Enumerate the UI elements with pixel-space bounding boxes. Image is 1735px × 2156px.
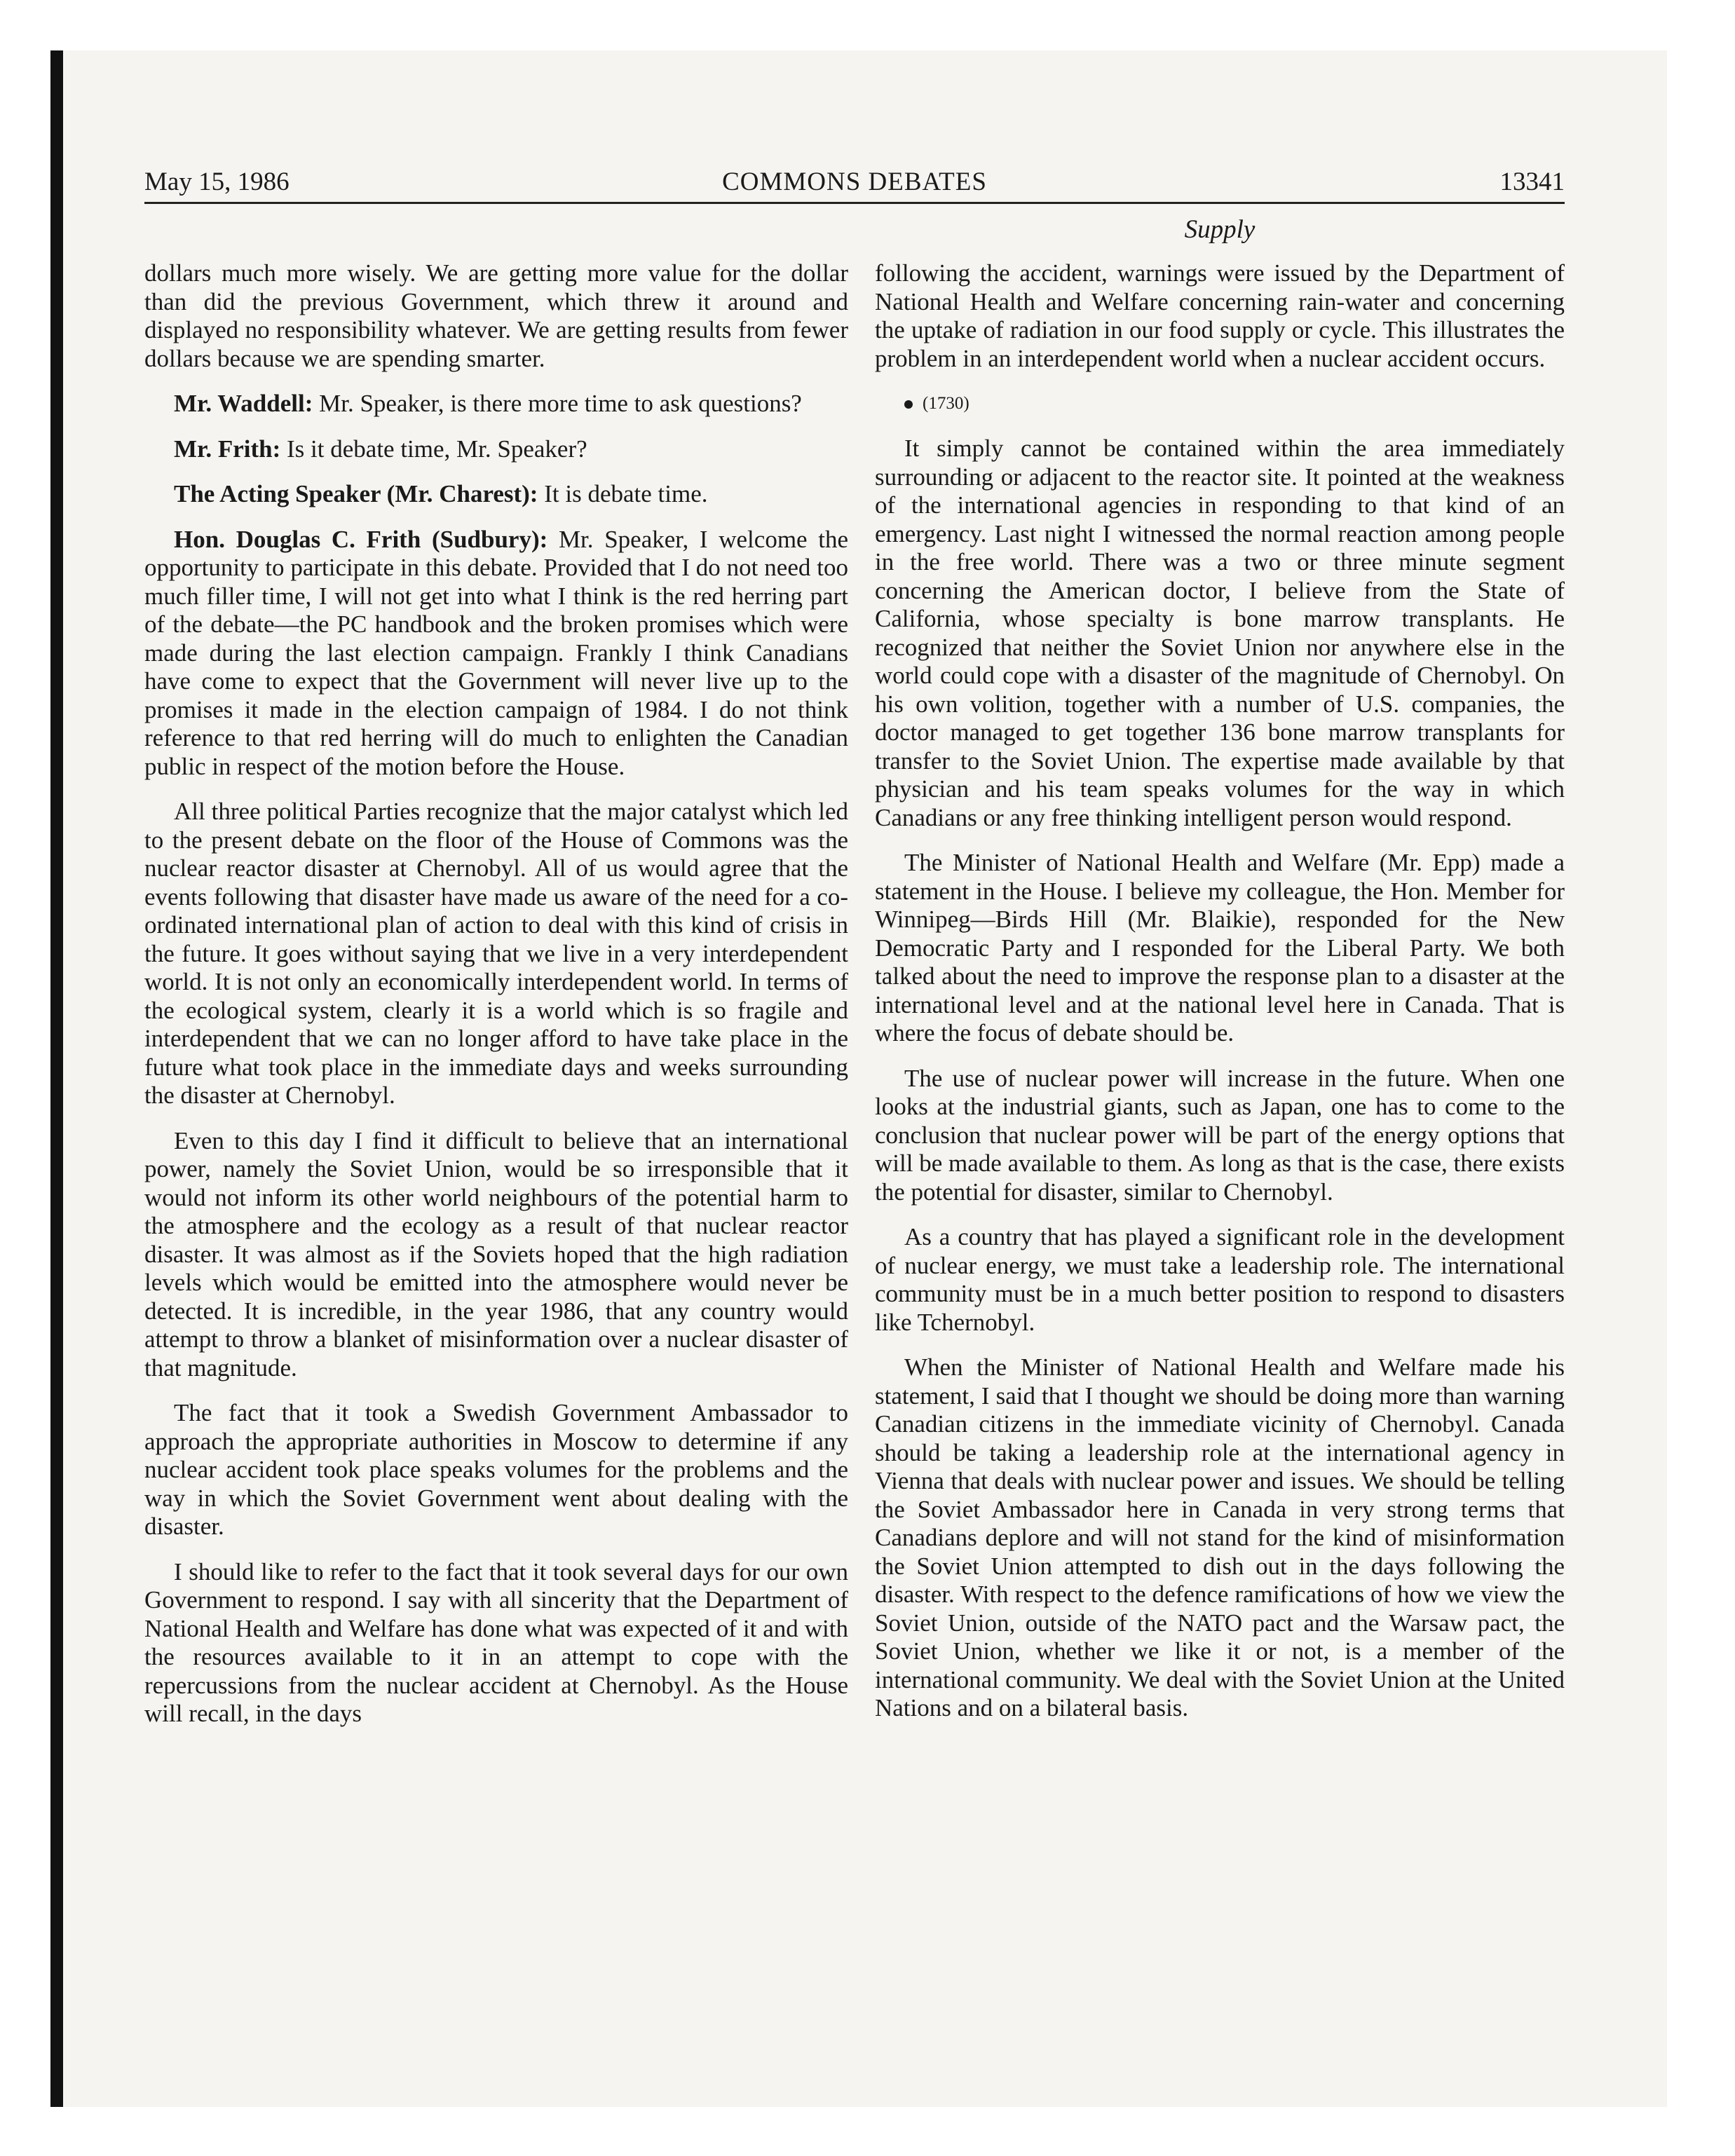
- paragraph: dollars much more wisely. We are getting more value for the dollar than did the previous Government, which threw it around and displayed no responsibility whatever. We are getting results from fewer dollars because we are spending smarter.: [144, 259, 848, 372]
- paragraph: The fact that it took a Swedish Government Ambassador to approach the appropriate authorities in Moscow to determine if any nuclear accident took place speaks volumes for the problems and the way in which the Soviet Government went about dealing with the disaster.: [144, 1399, 848, 1540]
- paragraph: When the Minister of National Health and Welfare made his statement, I said that I thought we should be doing more than warning Canadian citizens in the immediate vicinity of Chernobyl. Canada should be taking a leadership role at the international agency in Vienna that deals with nuclear power and issues. We should be telling the Soviet Ambassador here in Canada in very strong terms that Canadians deplore and will not stand for the kind of misinformation the Soviet Union attempted to dish out in the days following the disaster. With respect to the defence ramifications of how we view the Soviet Union, outside of the NATO pact and the Warsaw pact, the Soviet Union, whether we like it or not, is a member of the international community. We deal with the Soviet Union at the United Nations and on a bilateral basis.: [875, 1353, 1565, 1721]
- speech-paragraph: [144, 480, 848, 509]
- header-date: May 15, 1986: [144, 168, 290, 196]
- speech-paragraph: [144, 390, 848, 418]
- speaker-name: Hon. Douglas C. Frith (Sudbury):: [174, 525, 548, 553]
- speaker-name: Mr. Frith:: [174, 435, 281, 463]
- paragraph: I should like to refer to the fact that it took several days for our own Government to respond. I say with all sincerity that the Department of National Health and Welfare has done what was expected of it and with the resources available to it in an attempt to cope with the repercussions from the nuclear accident at Chernobyl. As the House will recall, in the days: [144, 1557, 848, 1727]
- speech-text: Mr. Speaker, is there more time to ask questions?: [313, 390, 802, 417]
- paragraph: It simply cannot be contained within the area immediately surrounding or adjacent to the reactor site. It pointed at the weakness of the international agencies in responding to that kind of an emergency. Last night I witnessed the normal reaction among people in the free world. There was a two or three minute segment concerning the American doctor, I believe from the State of California, whose specialty is bone marrow transplants. He recognized that neither the Soviet Union nor anywhere else in the world could cope with a disaster of the magnitude of Chernobyl. On his own volition, together with a number of U.S. companies, the doctor managed to get together 136 bone marrow transplants for transfer to the Soviet Union. The expertise made available by that physician and his team speaks volumes for the way in which Canadians or any free thinking intelligent person would respond.: [875, 435, 1565, 831]
- binding-edge: [50, 50, 63, 2107]
- paragraph: Even to this day I find it difficult to believe that an international power, namely the Soviet Union, would be so irresponsible that it would not inform its other world neighbours of the potential harm to the atmosphere and the ecology as a result of that nuclear reactor disaster. It was almost as if the Soviets hoped that the high radiation levels which would be emitted into the atmosphere would never be detected. It is incredible, in the year 1986, that any country would attempt to throw a blanket of misinformation over a nuclear disaster of that magnitude.: [144, 1126, 848, 1381]
- left-column: [144, 259, 848, 1745]
- paragraph: following the accident, warnings were issued by the Department of National Health and Welfare concerning rain-water and concerning the uptake of radiation in our food supply or cycle. This illustrates the problem in an interdependent world when a nuclear accident occurs.: [875, 259, 1565, 372]
- time-marker: [875, 390, 1565, 418]
- speech-paragraph: [144, 435, 848, 464]
- paragraph: As a country that has played a significant role in the development of nuclear energy, we must take a leadership role. The international community must be in a much better position to respond to disasters like Tchernobyl.: [875, 1223, 1565, 1336]
- speech-text: Is it debate time, Mr. Speaker?: [280, 435, 587, 463]
- speaker-name: Mr. Waddell:: [174, 390, 313, 417]
- speech-text: Mr. Speaker, I welcome the opportunity to participate in this debate. Provided that I do not need too much filler time, I will not get into what I think is the red herring part of the debate—the PC handbook and the broken promises which were made during the last election campaign. Frankly I think Canadians have come to expect that the Government will never live up to the promises it made in the election campaign of 1984. I do not think reference to that red herring will do much to enlighten the Canadian public in respect of the motion before the House.: [144, 525, 848, 780]
- speech-text: It is debate time.: [538, 480, 708, 507]
- running-head: [144, 163, 1565, 202]
- paragraph: All three political Parties recognize that the major catalyst which led to the present debate on the floor of the House of Commons was the nuclear reactor disaster at Chernobyl. All of us would agree that the events following that disaster have made us aware of the need for a co-ordinated international plan of action to deal with this kind of crisis in the future. It goes without saying that we live in a very interdependent world. It is not only an economically interdependent world. In terms of the ecological system, clearly it is a world which is so fragile and interdependent that we can no longer afford to have take place in the future what took place in the immediate days and weeks surrounding the disaster at Chernobyl.: [144, 798, 848, 1109]
- paragraph: The use of nuclear power will increase in the future. When one looks at the industrial giants, such as Japan, one has to come to the conclusion that nuclear power will be part of the energy options that will be made available to them. As long as that is the case, there exists the potential for disaster, similar to Chernobyl.: [875, 1064, 1565, 1206]
- time-marker-text: (1730): [923, 394, 969, 413]
- speech-paragraph: [144, 526, 848, 782]
- header-rule: [144, 202, 1565, 204]
- bullet-icon: [904, 400, 913, 409]
- speaker-name: The Acting Speaker (Mr. Charest):: [174, 480, 538, 507]
- right-column: [875, 259, 1565, 1740]
- paragraph: The Minister of National Health and Welfare (Mr. Epp) made a statement in the House. I believe my colleague, the Hon. Member for Winnipeg—Birds Hill (Mr. Blaikie), responded for the New Democratic Party and I responded for the Liberal Party. We both talked about the need to improve the response plan to a disaster at the international level and at the national level here in Canada. That is where the focus of debate should be.: [875, 849, 1565, 1046]
- section-title: Supply: [1184, 215, 1256, 244]
- header-page-number: 13341: [1499, 168, 1565, 196]
- header-publication: COMMONS DEBATES: [722, 168, 987, 196]
